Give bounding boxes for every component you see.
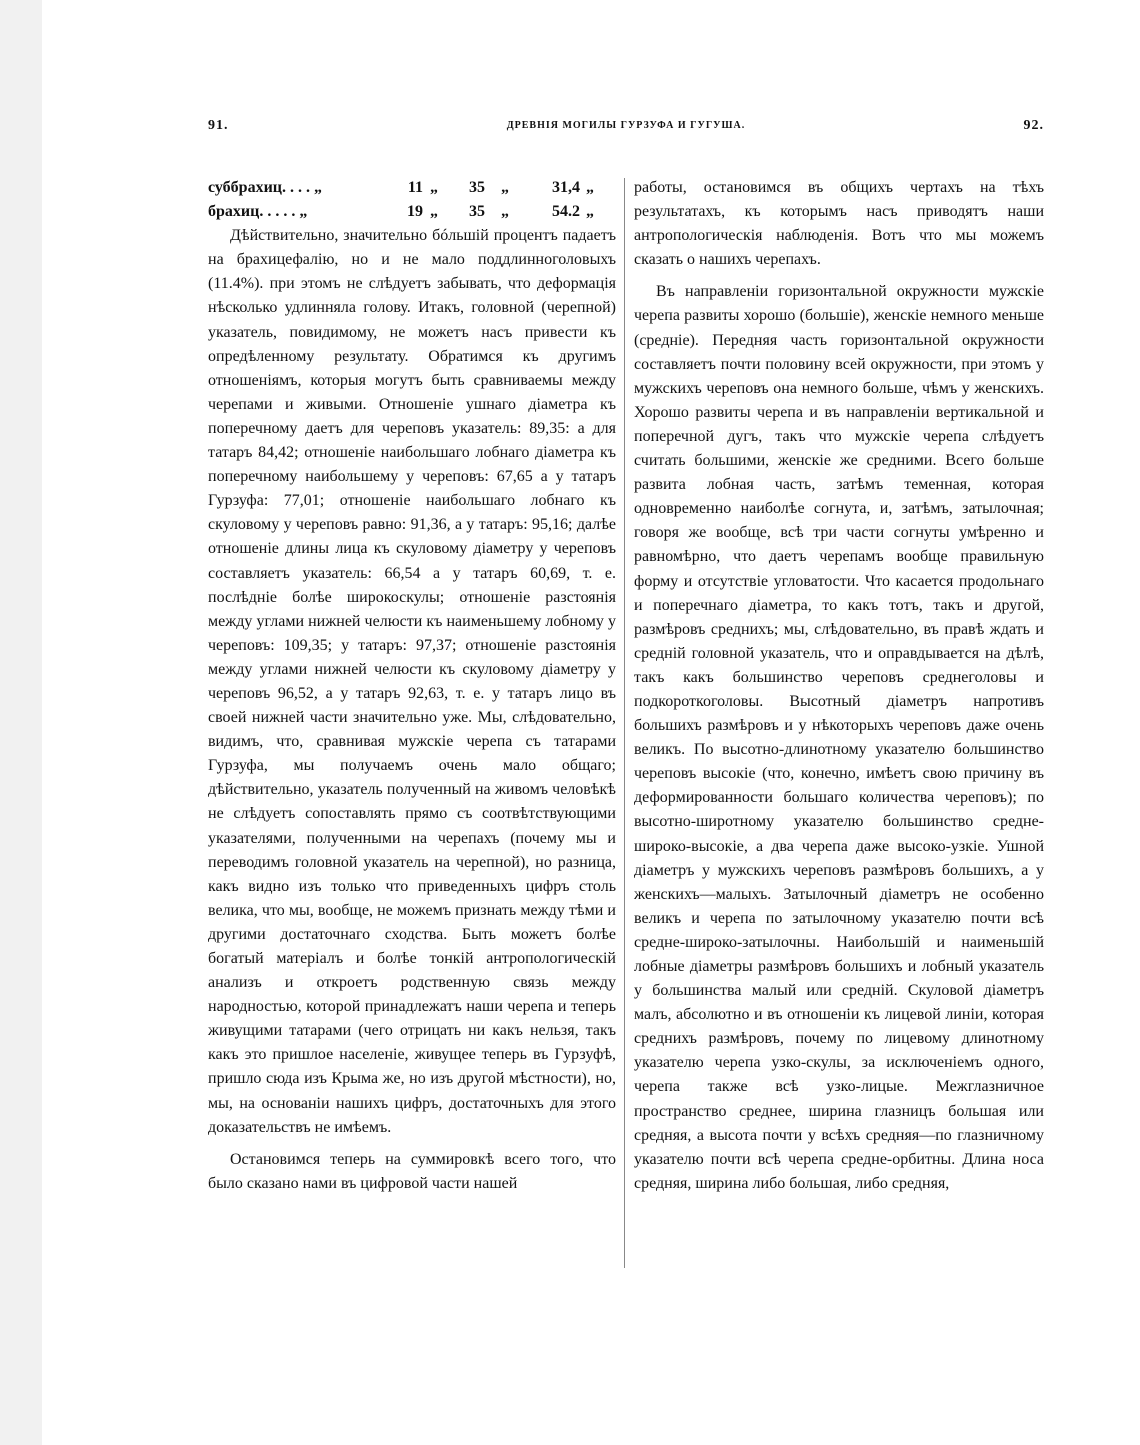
table-row <box>208 176 616 200</box>
page-number-left: 91. <box>208 118 229 133</box>
ditto-mark: „ <box>501 179 509 196</box>
ditto-mark: „ <box>501 203 509 221</box>
scan-margin <box>0 0 42 1445</box>
row-value-total: 35 <box>469 179 485 196</box>
ditto-mark: „ <box>430 203 438 221</box>
paragraph: Дѣйствительно, значительно бóльшій процентъ падаетъ на брахицефалію, но и не мало поддлинноголовыхъ (11.4%). при этомъ не слѣдуетъ забывать, что деформація нѣсколько удлинняла голову. Итакъ, головной (черепной) указатель, повидимому, не можетъ насъ привести къ опредѣленному результату. Обратимся къ другимъ отношеніямъ, которыя могутъ быть сравниваемы между черепами и живыми. Отношеніе ушнаго діаметра къ поперечному даетъ для череповъ указатель: 89,35: а для татаръ 84,42; отношеніе наибольшаго лобнаго діаметра къ поперечному наибольшему у череповъ: 67,65 а у татаръ Гурзуфа: 77,01; отношеніе наибольшаго лобнаго къ скуловому у череповъ равно: 91,36, а у татаръ: 95,16; далѣе отношеніе длины лица къ скуловому діаметру у череповъ составляетъ указатель: 66,54 а у татаръ 60,69, т. е. послѣдніе болѣе широкоскулы; отношеніе разстоянія между углами нижней челюсти къ наименьшему лобному у череповъ: 109,35; у татаръ: 97,37; отношеніе разстоянія между углами нижней челюсти къ скуловому діаметру у череповъ 96,52, а у татаръ 92,63, т. е. у татаръ лицо въ своей нижней части значительно уже. Мы, слѣдовательно, видимъ, что, сравнивая мужскіе черепа съ татарами Гурзуфа, мы получаемъ очень мало общаго; дѣйствительно, указатель полученный на живомъ человѣкѣ не слѣдуетъ сопоставлять прямо съ соотвѣтствующими указателями, полученными на черепахъ (почему мы и переводимъ головной указатель на черепной), но разница, какъ видно изъ только что приведенныхъ цифръ столь велика, что мы, вообще, не можемъ признать между тѣми и другими достаточнаго сходства. Быть можетъ болѣе богатый матеріалъ и болѣе тонкій антропологическій анализъ и откроетъ родственную связь между народностью, которой принадлежатъ наши черепа и теперь живущими татарами (чего отрицать ни какъ нельзя, такъ какъ это пришлое населеніе, живущее теперь въ Гурзуфѣ, пришло сюда изъ Крыма же, но изъ другой мѣстности), но, мы, на основаніи нашихъ цифръ, достаточныхъ для этого доказательствъ не имѣемъ. <box>208 227 616 1136</box>
row-label: брахиц. . . . . „ <box>208 203 308 221</box>
row-label: суббрахиц. . . . „ <box>208 179 323 196</box>
paragraph: Въ направленіи горизонтальной окружности мужскіе черепа развиты хорошо (большіе), женскіе немного меньше (средніе). Передняя часть горизонтальной окружности составляетъ почти половину всей окружности, при этомъ у мужскихъ череповъ она немного больше, чѣмъ у женскихъ. Хорошо развиты черепа и въ направленіи вертикальной и поперечной дугъ, такъ что мужскіе черепа слѣдуетъ считать большими, женскіе же средними. Всего больше развита лобная часть, затѣмъ теменная, которая одновременно наиболѣе согнута, и, затѣмъ, затылочная; говоря же вообще, всѣ три части согнуты умѣренно и равномѣрно, что даетъ черепамъ вообще правильную форму и отсутствіе угловатости. Что касается продольнаго и поперечнаго діаметра, то какъ тотъ, такъ и другой, размѣровъ среднихъ; мы, слѣдовательно, въ правѣ ждать и средній головной указатель, что и оправдывается на дѣлѣ, такъ какъ большинство череповъ среднеголовы и подкороткоголовы. Высотный діаметръ напротивъ большихъ размѣровъ и у нѣкоторыхъ череповъ даже очень великъ. По высотно-длинотному указателю большинство череповъ высокіе (что, конечно, имѣетъ свою причину въ деформированности большаго количества череповъ); по высотно-широтному указателю большинство средне-широко-высокіе, а два черепа даже высоко-узкіе. Ушной діаметръ у мужскихъ череповъ размѣровъ большихъ, а у женскихъ—малыхъ. Затылочный діаметръ не особенно великъ и черепа по затылочному указателю почти всѣ средне-широко-затылочны. Наибольшій и наименьшій лобные діаметры размѣровъ большихъ и лобный указатель у большинства малый или средній. Скуловой діаметръ малъ, абсолютно и въ отношеніи къ лицевой линіи, которая среднихъ размѣровъ, почему по лицевому длинотному указателю черепа узко-скулы, за исключеніемъ одного, черепа также всѣ узко-лицые. Межглазничное пространство среднее, ширина глазницъ большая или средняя, а высота почти у всѣхъ средняя—по глазничному указателю почти всѣ черепа средне-орбитны. Длина носа средняя, ширина либо большая, либо средняя, <box>634 283 1044 1192</box>
table-row <box>208 200 616 224</box>
right-column <box>634 176 1044 1196</box>
page-number-right: 92. <box>1023 118 1044 133</box>
row-value-total: 35 <box>469 203 485 221</box>
running-title: ДРЕВНІЯ МОГИЛЫ ГУРЗУФА И ГУГУША. <box>506 120 746 131</box>
paragraph: работы, остановимся въ общихъ чертахъ на тѣхъ результатахъ, къ которымъ насъ приводятъ наши антропологическія наблюденія. Вотъ что мы можемъ сказать о нашихъ черепахъ. <box>634 179 1044 269</box>
row-value-count: 19 <box>407 203 423 221</box>
column-divider <box>624 178 625 1268</box>
ditto-mark: „ <box>586 179 594 196</box>
left-column <box>208 176 616 1196</box>
row-value-count: 11 <box>407 179 423 196</box>
row-value-percent: 54.2 <box>552 203 580 221</box>
page-header <box>208 118 1044 138</box>
ditto-mark: „ <box>430 179 438 196</box>
paragraph: Остановимся теперь на суммировкѣ всего того, что было сказано нами въ цифровой части нашей <box>208 1150 616 1192</box>
row-value-percent: 31,4 <box>552 179 580 196</box>
ditto-mark: „ <box>586 203 594 221</box>
